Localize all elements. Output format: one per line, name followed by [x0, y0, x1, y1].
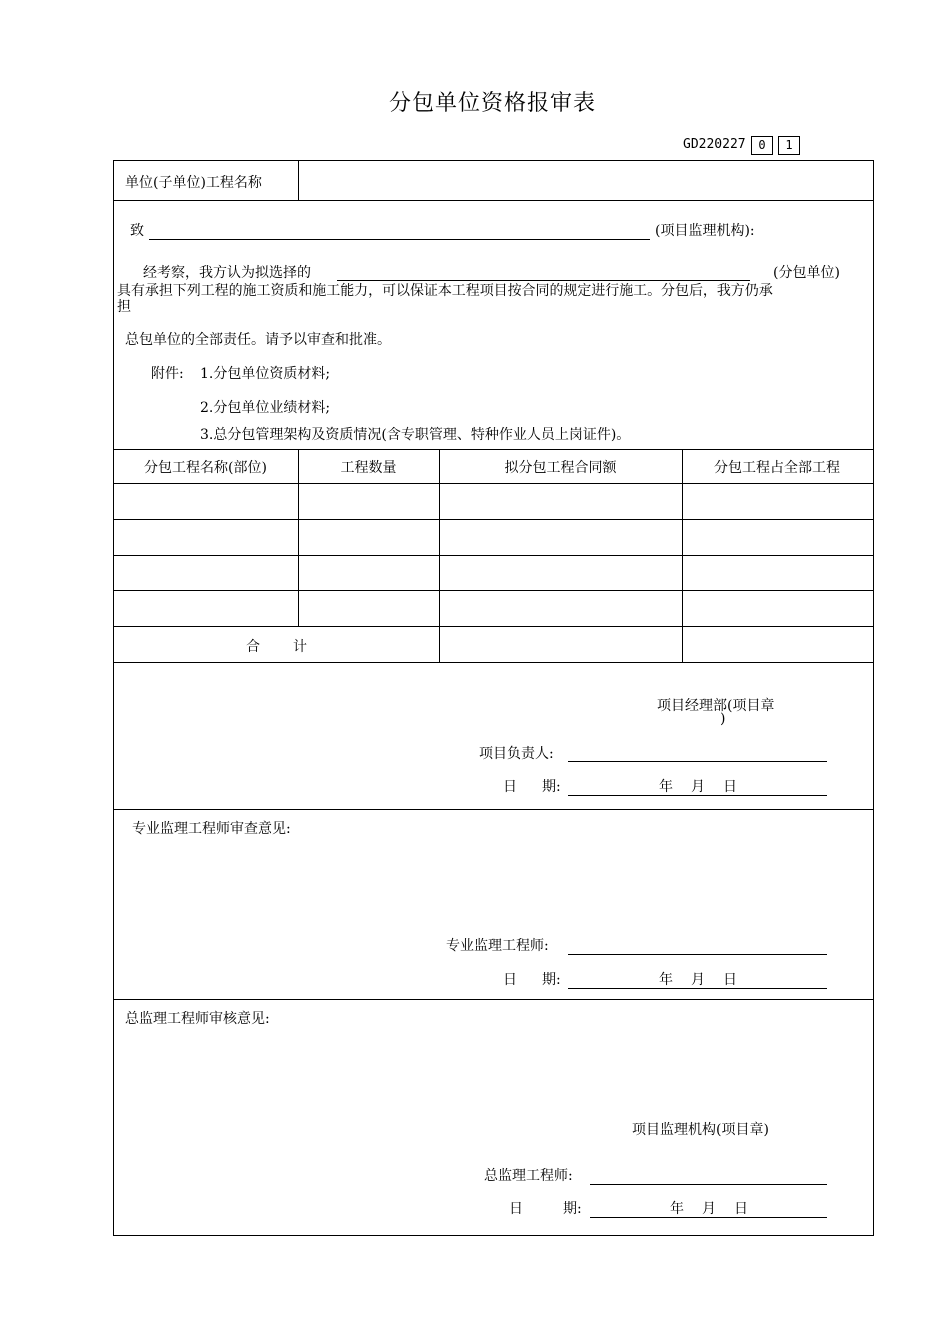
- to-label: 致: [130, 223, 144, 239]
- code-box-1[interactable]: 0: [751, 136, 773, 155]
- date-label-a: 日: [503, 779, 517, 795]
- contractor-dept-line2: ): [720, 711, 726, 727]
- total-label-b: 计: [293, 639, 307, 655]
- chief-opinion-field[interactable]: [130, 1030, 850, 1110]
- date-label-b: 期:: [542, 779, 561, 795]
- body-line3: 担: [117, 299, 131, 315]
- chief-org-label: 项目监理机构(项目章): [632, 1122, 769, 1138]
- supervision-org-field[interactable]: [149, 239, 650, 240]
- table-header-ratio: 分包工程占全部工程: [714, 460, 840, 476]
- body-line1-suffix: (分包单位): [773, 265, 840, 281]
- table-body[interactable]: [114, 484, 872, 626]
- total-label-a: 合: [246, 639, 260, 655]
- supervisor-sign-label: 专业监理工程师:: [446, 938, 549, 954]
- supervisor-opinion-label: 专业监理工程师审查意见:: [132, 821, 291, 837]
- divider: [113, 999, 873, 1000]
- supervisor-opinion-field[interactable]: [130, 840, 850, 930]
- attachments-label: 附件:: [151, 366, 184, 382]
- body-line1-prefix: 经考察，我方认为拟选择的: [143, 265, 311, 281]
- date-label-b: 期:: [542, 972, 561, 988]
- form-code: GD220227: [683, 137, 746, 152]
- project-name-label: 单位(子单位)工程名称: [125, 175, 262, 191]
- date-label-a: 日: [503, 972, 517, 988]
- contractor-person-field[interactable]: [568, 761, 827, 762]
- date-month: 月: [691, 972, 705, 988]
- form-title: 分包单位资格报审表: [388, 91, 596, 116]
- divider: [113, 626, 873, 627]
- chief-opinion-label: 总监理工程师审核意见:: [125, 1011, 270, 1027]
- date-day: 日: [734, 1201, 748, 1217]
- to-suffix: (项目监理机构):: [655, 223, 755, 239]
- table-header-amount: 拟分包工程合同额: [504, 460, 617, 476]
- code-box-2[interactable]: 1: [778, 136, 800, 155]
- divider: [113, 809, 873, 810]
- divider: [298, 160, 299, 200]
- chief-sign-label: 总监理工程师:: [484, 1168, 573, 1184]
- date-label-a: 日: [509, 1201, 523, 1217]
- contractor-person-label: 项目负责人:: [479, 746, 554, 762]
- body-line2: 具有承担下列工程的施工资质和施工能力，可以保证本工程项目按合同的规定进行施工。分包后，我方仍承: [117, 283, 773, 299]
- contractor-dept-line1: 项目经理部(项目章: [657, 698, 775, 714]
- table-header-name: 分包工程名称(部位): [144, 460, 267, 476]
- date-month: 月: [691, 779, 705, 795]
- divider: [113, 200, 873, 201]
- supervisor-sign-field[interactable]: [568, 954, 827, 955]
- date-day: 日: [723, 972, 737, 988]
- divider: [113, 662, 873, 663]
- chief-sign-field[interactable]: [590, 1184, 827, 1185]
- date-month: 月: [702, 1201, 716, 1217]
- attachment-item: 3.总分包管理架构及资质情况(含专职管理、特种作业人员上岗证件)。: [200, 427, 631, 443]
- date-year: 年: [670, 1201, 684, 1217]
- divider: [113, 449, 873, 450]
- date-year: 年: [659, 779, 673, 795]
- date-year: 年: [659, 972, 673, 988]
- attachment-item: 2.分包单位业绩材料;: [200, 400, 331, 416]
- project-name-field[interactable]: [300, 162, 870, 198]
- attachment-item: 1.分包单位资质材料;: [200, 366, 331, 382]
- date-label-b: 期:: [563, 1201, 582, 1217]
- table-header-quantity: 工程数量: [340, 460, 397, 476]
- date-day: 日: [723, 779, 737, 795]
- body-line4: 总包单位的全部责任。请予以审查和批准。: [125, 332, 391, 348]
